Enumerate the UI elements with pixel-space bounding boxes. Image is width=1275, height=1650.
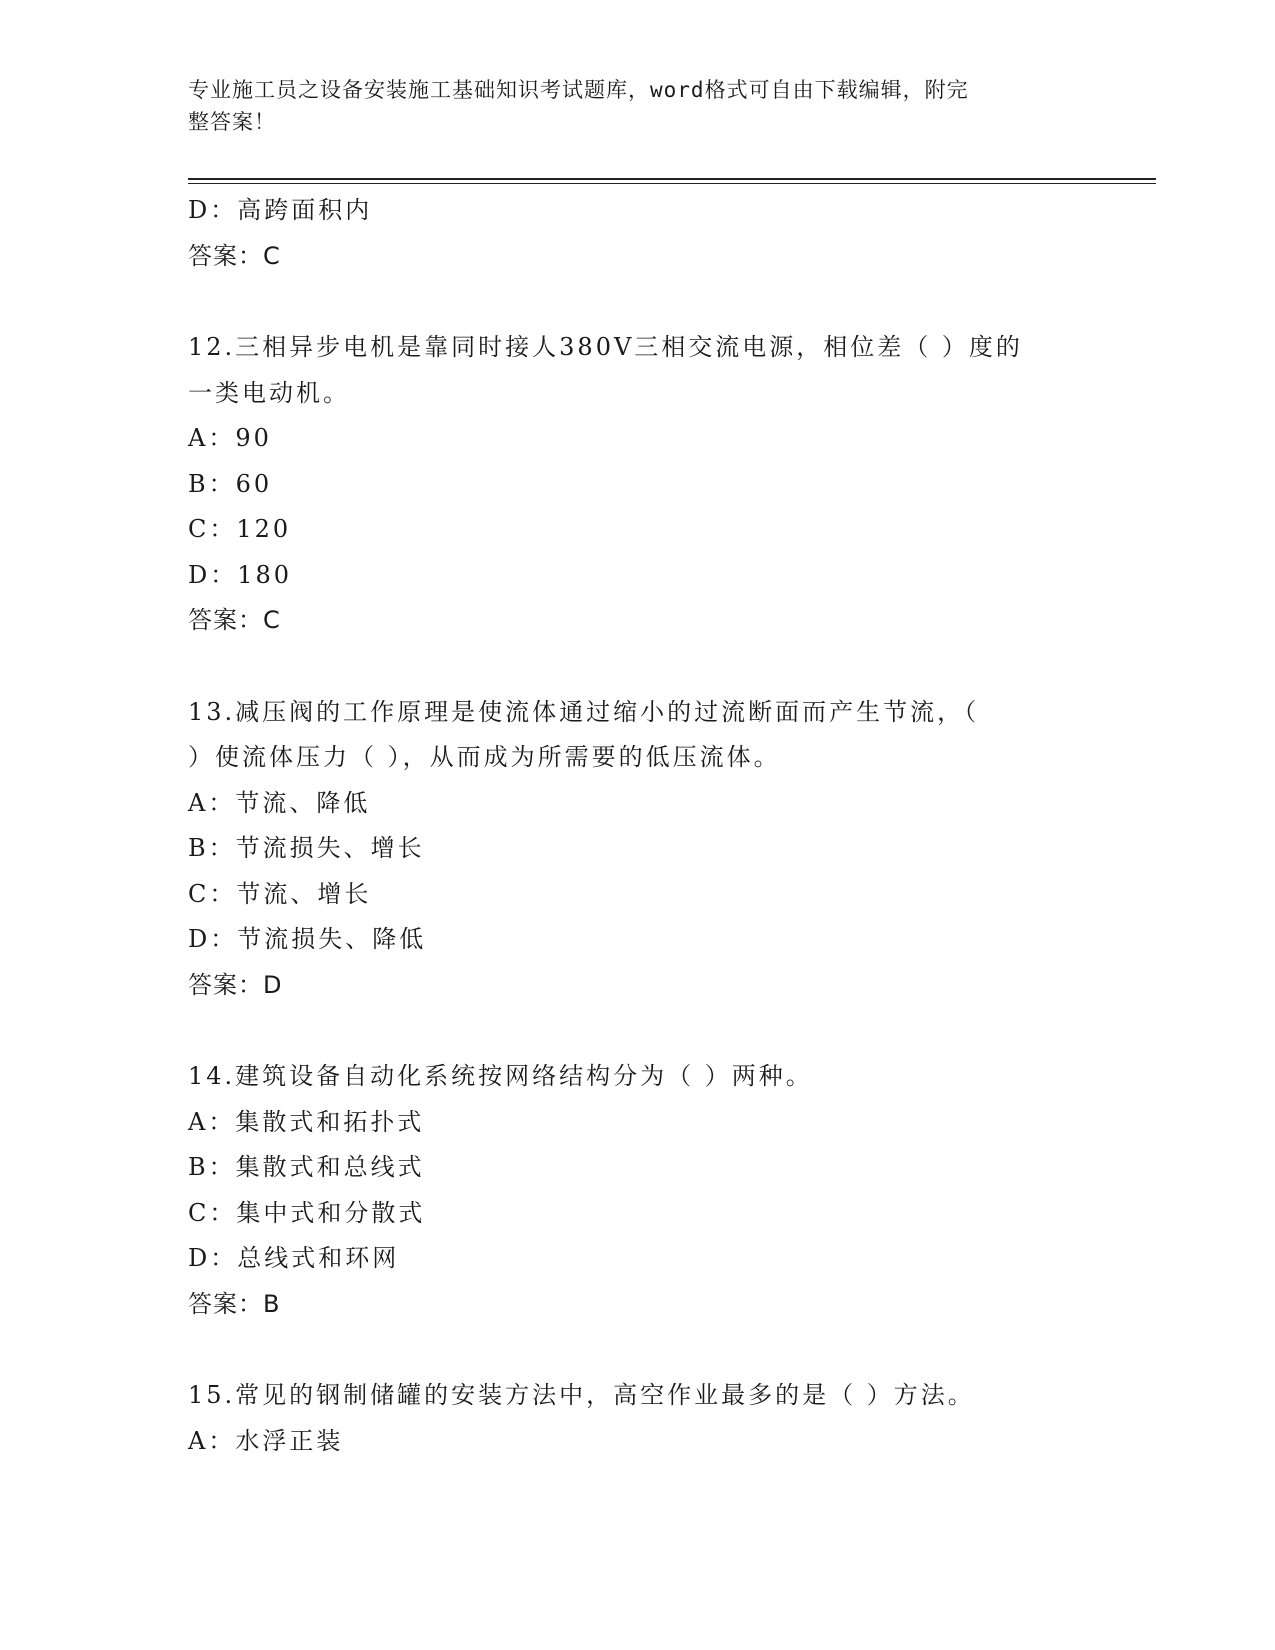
header-line-2: 整答案！ <box>188 110 276 134</box>
option-c: C：120 <box>188 515 292 543</box>
option-c: C：节流、增长 <box>188 879 372 908</box>
option-a: A：节流、降低 <box>188 788 371 817</box>
carry-over-question <box>188 188 1088 279</box>
question-text-line: ）使流体压力（ ），从而成为所需要的低压流体。 <box>188 743 781 771</box>
option-c: C：集中式和分散式 <box>188 1198 426 1227</box>
option-d: D：总线式和环网 <box>188 1244 400 1272</box>
question-text-line: 13.减压阀的工作原理是使流体通过缩小的过流断面而产生节流，（ <box>188 697 980 726</box>
option-a: A：集散式和拓扑式 <box>188 1107 425 1136</box>
answer-line: 答案：C <box>188 606 281 634</box>
option-b: B：60 <box>188 469 273 498</box>
option-b: B：节流损失、增长 <box>188 834 425 862</box>
option-d: D：节流损失、降低 <box>188 925 427 953</box>
answer-line: 答案：D <box>188 970 283 999</box>
question-text-line: 14.建筑设备自动化系统按网络结构分为（ ）两种。 <box>188 1062 813 1090</box>
header-line-1: 专业施工员之设备安装施工基础知识考试题库，word格式可自由下载编辑，附完 <box>188 78 969 102</box>
question-15 <box>188 1373 1088 1464</box>
question-text-line: 一类电动机。 <box>188 378 350 407</box>
question-list <box>188 188 1088 1464</box>
option-d: D：高跨面积内 <box>188 196 373 224</box>
answer-line: 答案：C <box>188 241 281 270</box>
answer-line: 答案：B <box>188 1289 281 1318</box>
option-b: B：集散式和总线式 <box>188 1153 425 1181</box>
spacer <box>188 1008 1088 1054</box>
document-header <box>188 74 1068 138</box>
header-rule-thick <box>188 178 1156 180</box>
spacer <box>188 644 1088 690</box>
option-d: D：180 <box>188 560 293 589</box>
question-12 <box>188 325 1088 644</box>
question-14 <box>188 1054 1088 1327</box>
option-a: A：90 <box>188 424 272 452</box>
question-text-line: 12.三相异步电机是靠同时接人380V三相交流电源，相位差（ ）度的 <box>188 333 1023 361</box>
option-a: A：水浮正装 <box>188 1426 344 1455</box>
question-13 <box>188 690 1088 1009</box>
header-rule-thin <box>188 183 1156 184</box>
spacer <box>188 1327 1088 1373</box>
question-text-line: 15.常见的钢制储罐的安装方法中，高空作业最多的是（ ）方法。 <box>188 1381 975 1409</box>
spacer <box>188 279 1088 325</box>
